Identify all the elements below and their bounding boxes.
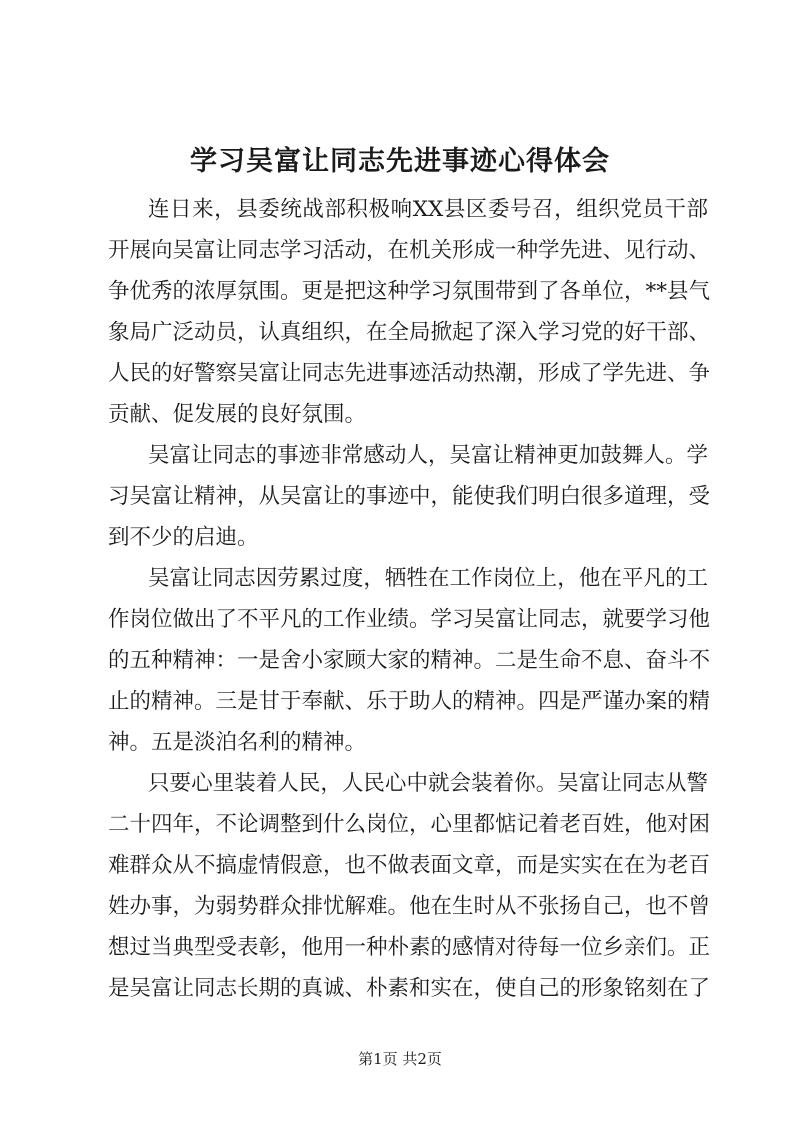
paragraph-line: 象局广泛动员，认真组织，在全局掀起了深入学习党的好干部、 [108, 320, 711, 345]
paragraph-line: 作岗位做出了不平凡的工作业绩。学习吴富让同志，就要学习他 [108, 607, 711, 632]
paragraph-line: 吴富让同志因劳累过度，牺牲在工作岗位上，他在平凡的工 [148, 566, 708, 591]
paragraph-line: 吴富让同志的事迹非常感动人，吴富让精神更加鼓舞人。学 [148, 443, 708, 468]
paragraph-line: 开展向吴富让同志学习活动，在机关形成一种学先进、见行动、 [108, 238, 711, 263]
paragraph-line: 的五种精神：一是舍小家顾大家的精神。二是生命不息、奋斗不 [108, 648, 711, 673]
paragraph-line: 连日来，县委统战部积极响XX县区委号召，组织党员干部 [148, 197, 708, 222]
paragraph-line: 神。五是淡泊名利的精神。 [108, 730, 367, 755]
paragraph-line: 姓办事，为弱势群众排忧解难。他在生时从不张扬自己，也不曾 [108, 894, 711, 919]
paragraph-line: 二十四年，不论调整到什么岗位，心里都惦记着老百姓，他对困 [108, 812, 711, 837]
paragraph-line: 想过当典型受表彰，他用一种朴素的感情对待每一位乡亲们。正 [108, 935, 711, 960]
paragraph-line: 人民的好警察吴富让同志先进事迹活动热潮，形成了学先进、争 [108, 361, 711, 386]
paragraph-line: 是吴富让同志长期的真诚、朴素和实在，使自己的形象铭刻在了 [108, 976, 711, 1001]
paragraph-line: 只要心里装着人民，人民心中就会装着你。吴富让同志从警 [148, 771, 708, 796]
paragraph-line: 止的精神。三是甘于奉献、乐于助人的精神。四是严谨办案的精 [108, 689, 711, 714]
paragraph-line: 贡献、促发展的良好氛围。 [108, 402, 367, 427]
paragraph-line: 争优秀的浓厚氛围。更是把这种学习氛围带到了各单位，**县气 [108, 279, 711, 304]
document-title: 学习吴富让同志先进事迹心得体会 [190, 146, 610, 177]
paragraph-line: 难群众从不搞虚情假意，也不做表面文章，而是实实在在为老百 [108, 853, 711, 878]
page-number-footer: 第1页 共2页 [358, 1050, 442, 1068]
paragraph-line: 到不少的启迪。 [108, 525, 259, 550]
paragraph-line: 习吴富让精神，从吴富让的事迹中，能使我们明白很多道理，受 [108, 484, 711, 509]
